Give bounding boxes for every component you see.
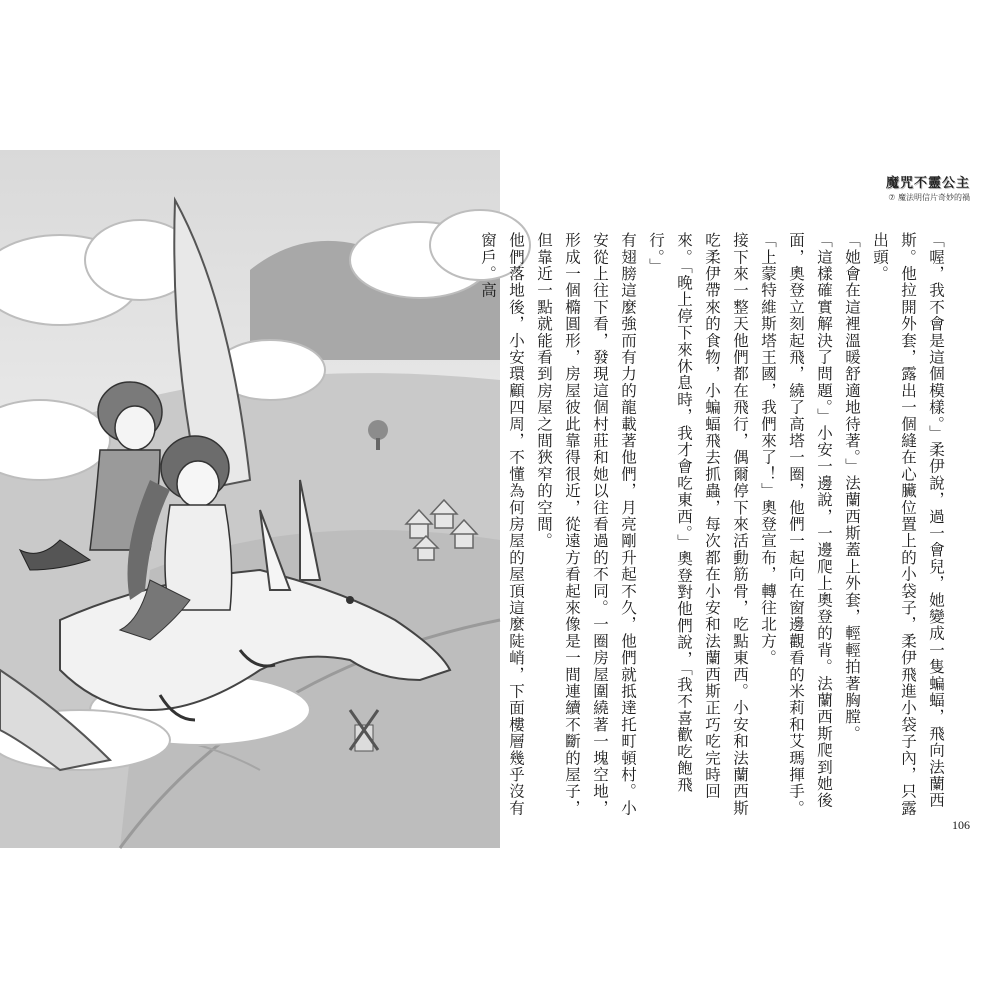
series-title: 魔咒不靈公主 (885, 176, 970, 191)
running-header (886, 172, 970, 203)
volume-subtitle: ⑦ 魔法明信片奇妙的禍 (888, 193, 970, 202)
text-page (479, 150, 1000, 848)
illustration-artwork (0, 150, 500, 848)
paragraph: 「這樣確實解決了問題。」小安一邊說，一邊爬上奧登的背。法蘭西斯爬到她後面，奧登立刻起飛，繞了高塔一圈，他們一起向在窗邊觀看的米莉和艾瑪揮手。 (787, 232, 833, 817)
paragraph: 「喔，我不會是這個模樣。」柔伊說，過一會兒，她變成一隻蝙蝠，飛向法蘭西斯。他拉開外套，露出一個縫在心臟位置上的小袋子，柔伊飛進小袋子內，只露出頭。 (871, 232, 945, 817)
paragraph: 「她會在這裡溫暖舒適地待著。」法蘭西斯蓋上外套，輕輕拍著胸膛。 (843, 232, 861, 742)
paragraph: 他們落地後，小安環顧四周，不懂為何房屋的屋頂這麼陡峭，下面樓層幾乎沒有窗戶。高 (479, 232, 525, 817)
page-number: 106 (952, 818, 970, 832)
body-text (479, 232, 950, 822)
paragraph: 接下來一整天他們都在飛行，偶爾停下來活動筋骨，吃點東西。小安和法蘭西斯吃柔伊帶來的食物，小蝙蝠飛去抓蟲，每次都在小安和法蘭西斯正巧吃完時回來。「晚上停下來休息時，我才會吃東西。」奧登對他們說，「我不喜歡吃飽飛行。」 (647, 232, 749, 817)
dragon-flight-illustration (0, 150, 500, 848)
paragraph: 有翅膀這麼強而有力的龍載著他們，月亮剛升起不久，他們就抵達托町頓村。小安從上往下看，發現這個村莊和她以往看過的不同。一圈房屋圍繞著一塊空地，形成一個橢圓形，房屋彼此靠得很近，從遠方看起來像是一間連續不斷的屋子，但靠近一點就能看到房屋之間狹窄的空間。 (535, 232, 637, 817)
paragraph: 「上蒙特維斯塔王國，我們來了！」奧登宣布，轉往北方。 (759, 232, 777, 667)
